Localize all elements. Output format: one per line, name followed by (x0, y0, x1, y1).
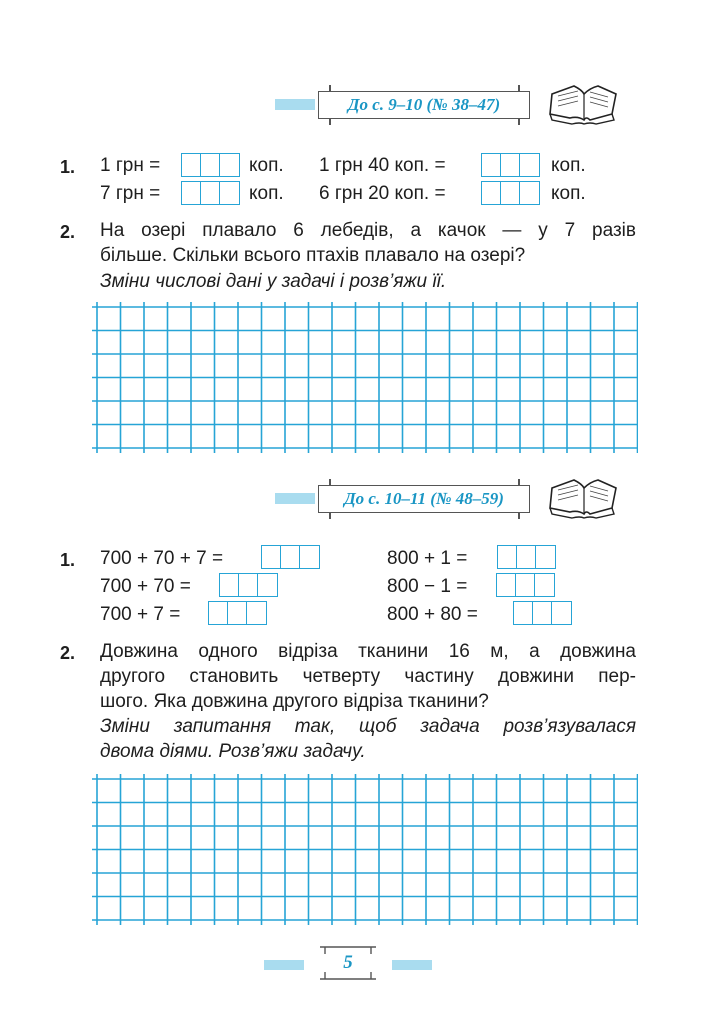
section-header-1 (318, 91, 530, 119)
task-text-line: більше. Скільки всього птахів плавало на озері? (100, 245, 526, 266)
page-bar-left (264, 960, 304, 970)
answer-boxes[interactable] (181, 153, 240, 177)
task-text-line: другого становить четверту частину довжини пер- (100, 666, 636, 687)
book-icon (546, 80, 622, 126)
task-number: 1. (60, 157, 76, 177)
equation-label: 700 + 70 = (100, 576, 191, 597)
answer-boxes[interactable] (219, 573, 278, 597)
task-instruction: Зміни запитання так, щоб задача розв’язувалася (100, 716, 636, 737)
equation-label: 1 грн = (100, 155, 161, 176)
header-bar-left (275, 99, 315, 110)
header-tick (518, 118, 520, 125)
unit-label: коп. (249, 183, 284, 204)
header-tick (329, 479, 331, 486)
unit-label: коп. (551, 155, 586, 176)
equation-label: 1 грн 40 коп. = (319, 155, 446, 176)
section-header-2 (318, 485, 530, 513)
header-tick (518, 512, 520, 519)
equation-label: 800 + 1 = (387, 548, 468, 569)
answer-boxes[interactable] (261, 545, 320, 569)
task-text-line: шого. Яка довжина другого відріза тканини? (100, 691, 489, 712)
task-instruction: Зміни числові дані у задачі і розв’яжи її. (100, 271, 447, 292)
equation-label: 800 − 1 = (387, 576, 468, 597)
section-header-2-text: До с. 10–11 (№ 48–59) (344, 489, 504, 508)
header-tick (518, 479, 520, 486)
equation-label: 7 грн = (100, 183, 161, 204)
page-bar-right (392, 960, 432, 970)
page-number: 5 (343, 952, 353, 973)
answer-boxes[interactable] (496, 573, 555, 597)
answer-boxes[interactable] (181, 181, 240, 205)
equation-label: 6 грн 20 коп. = (319, 183, 446, 204)
equation-label: 800 + 80 = (387, 604, 478, 625)
answer-boxes[interactable] (513, 601, 572, 625)
task-number: 2. (60, 222, 76, 242)
section-header-1-text: До с. 9–10 (№ 38–47) (347, 95, 501, 114)
header-bar-left (275, 493, 315, 504)
book-icon (546, 474, 622, 520)
answer-grid[interactable] (92, 774, 638, 930)
answer-boxes[interactable] (481, 153, 540, 177)
equation-label: 700 + 70 + 7 = (100, 548, 224, 569)
answer-boxes[interactable] (208, 601, 267, 625)
answer-grid[interactable] (92, 302, 638, 458)
answer-boxes[interactable] (497, 545, 556, 569)
task-instruction: двома діями. Розв’яжи задачу. (100, 741, 366, 762)
task-text-line: Довжина одного відріза тканини 16 м, а довжина (100, 641, 636, 662)
header-tick (518, 85, 520, 92)
header-tick (329, 512, 331, 519)
task-text-line: На озері плавало 6 лебедів, а качок — у 7 разів (100, 220, 636, 241)
equation-label: 700 + 7 = (100, 604, 181, 625)
header-tick (329, 118, 331, 125)
answer-boxes[interactable] (481, 181, 540, 205)
task-number: 2. (60, 643, 76, 663)
page-number-box (310, 946, 386, 980)
task-number: 1. (60, 550, 76, 570)
unit-label: коп. (249, 155, 284, 176)
unit-label: коп. (551, 183, 586, 204)
header-tick (329, 85, 331, 92)
